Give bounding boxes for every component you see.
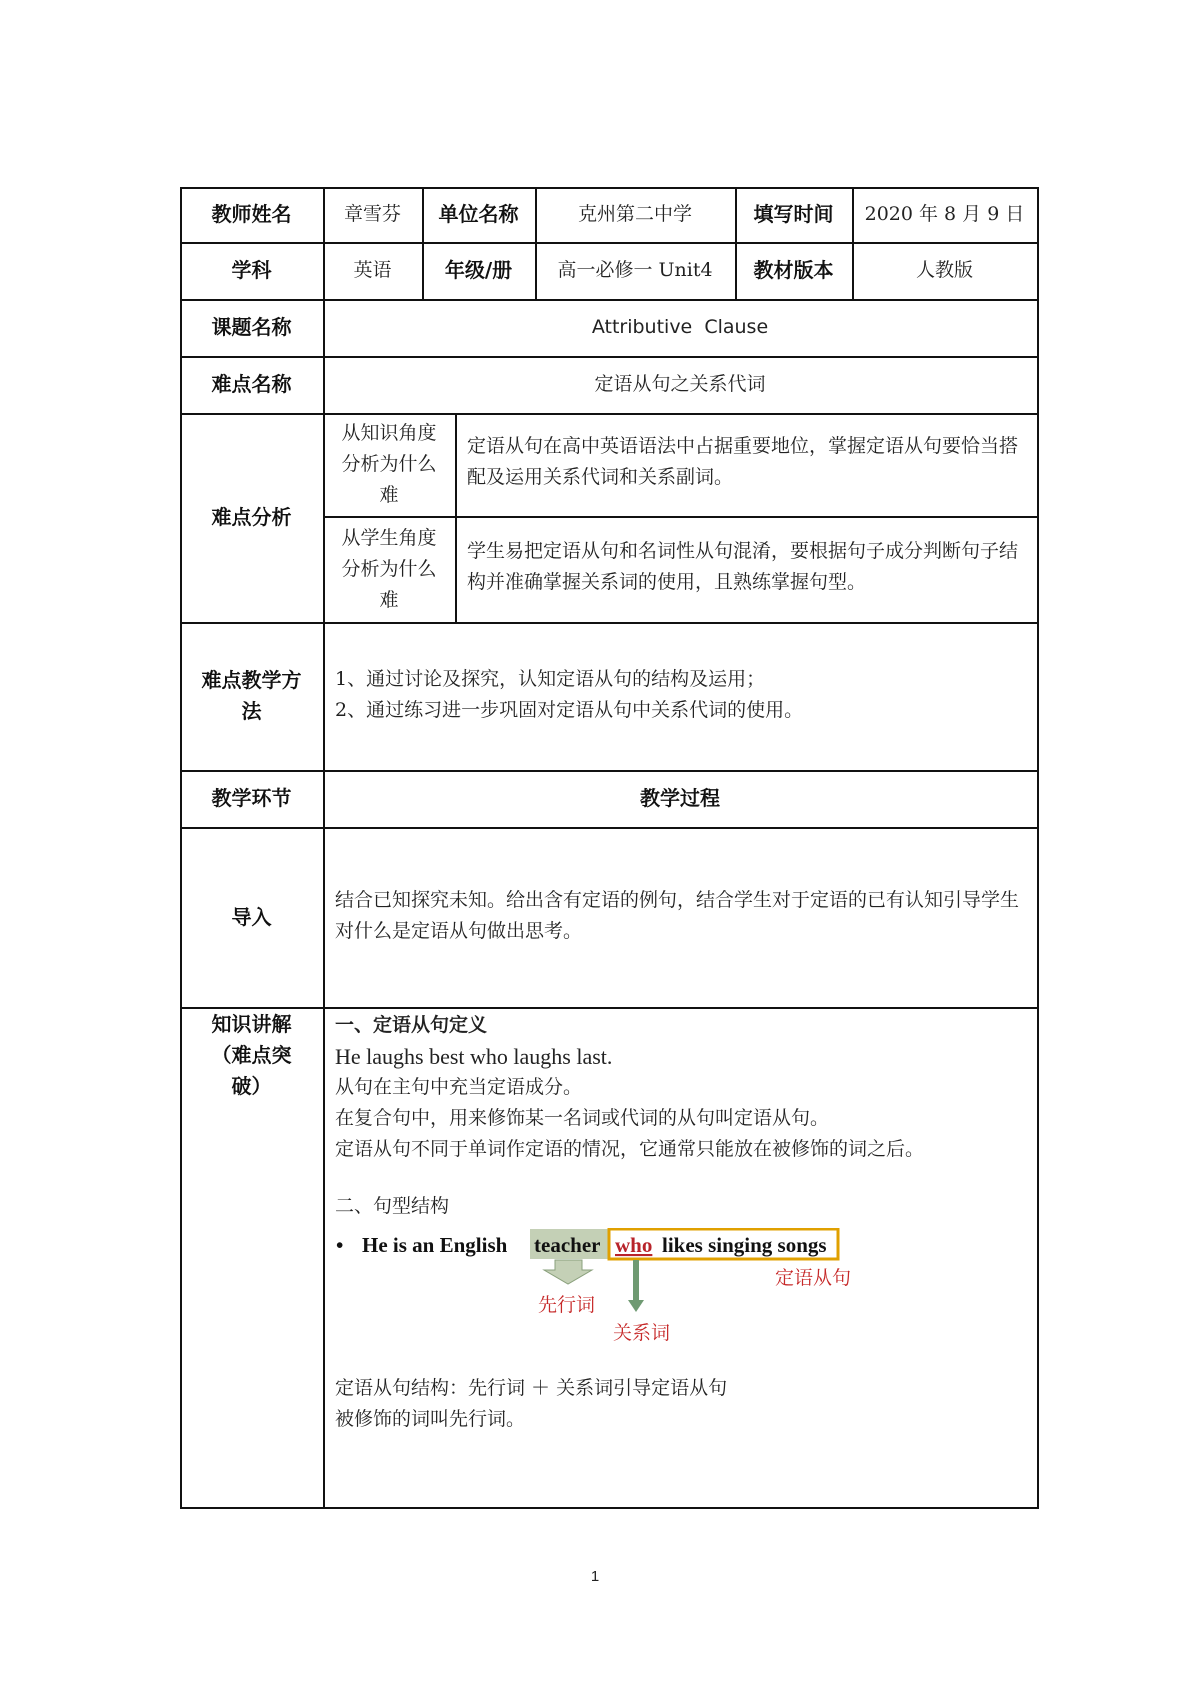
table-border-right (1037, 187, 1039, 1508)
antecedent-label: 先行词 (538, 1294, 596, 1316)
grade-value: 高一必修一 Unit4 (557, 259, 713, 281)
edition-label: 教材版本 (753, 258, 834, 282)
method-label: 难点教学方法 (201, 668, 302, 723)
difficulty-label: 难点名称 (211, 372, 292, 396)
definition-line-2: 在复合句中，用来修饰某一名词或代词的从句叫定语从句。 (335, 1107, 830, 1129)
intro-label: 导入 (231, 904, 272, 929)
clause-label: 定语从句 (775, 1267, 852, 1289)
section-definition-title: 一、定语从句定义 (335, 1014, 488, 1036)
process-header: 教学过程 (640, 786, 720, 810)
fill-date-label: 填写时间 (753, 202, 834, 226)
structure-notes (335, 1373, 1027, 1435)
knowledge-label: 知识讲解（难点突破） (211, 1012, 292, 1098)
difficulty-value: 定语从句之关系代词 (594, 373, 766, 395)
antecedent-arrow (544, 1260, 592, 1284)
fill-date-value: 2020 年 8 月 9 日 (864, 203, 1025, 225)
definition-line-1: 从句在主句中充当定语成分。 (335, 1076, 583, 1098)
analysis-label: 难点分析 (211, 505, 292, 529)
topic-label: 课题名称 (211, 315, 292, 339)
table-border-bottom (180, 1507, 1039, 1509)
intro-text: 结合已知探究未知。给出含有定语的例句，结合学生对于定语的已有认知引导学生对什么是定语从句做出思考。 (335, 889, 1020, 942)
method-content (335, 664, 1025, 726)
edition-value: 人教版 (915, 259, 973, 281)
relative-word: who (615, 1233, 653, 1257)
process-step-label: 教学环节 (211, 786, 292, 810)
sentence-structure-diagram (330, 1228, 890, 1350)
knowledge-content (335, 1010, 1027, 1222)
knowledge-angle-label: 从知识角度分析为什么难 (341, 422, 437, 506)
subject-value: 英语 (353, 259, 392, 281)
relative-label: 关系词 (613, 1322, 671, 1344)
knowledge-angle-text: 定语从句在高中英语语法中占据重要地位，掌握定语从句要恰当搭配及运用关系代词和关系副词。 (467, 434, 1019, 488)
teacher-name-label: 教师姓名 (211, 202, 292, 226)
section-structure-title: 二、句型结构 (335, 1195, 450, 1217)
relative-arrow-head (628, 1300, 644, 1312)
structure-line: 定语从句结构：先行词 ＋ 关系词引导定语从句 (335, 1377, 728, 1399)
subject-label: 学科 (231, 258, 272, 282)
teacher-name-value: 章雪芬 (343, 203, 401, 225)
unit-name-label: 单位名称 (438, 202, 519, 226)
unit-name-value: 克州第二中学 (577, 203, 692, 225)
example-sentence: He laughs best who laughs last. (335, 1044, 613, 1069)
grade-label: 年级/册 (444, 258, 513, 282)
student-angle-label: 从学生角度分析为什么难 (341, 526, 437, 611)
student-angle-text: 学生易把定语从句和名词性从句混淆，要根据句子成分判断句子结构并准确掌握关系词的使用，且熟练掌握句型。 (467, 540, 1019, 593)
sentence-start: He is an English (362, 1233, 508, 1257)
method-item-2: 2、通过练习进一步巩固对定语从句中关系代词的使用。 (335, 699, 804, 721)
page-number: 1 (590, 1568, 600, 1585)
method-item-1: 1、通过讨论及探究，认知定语从句的结构及运用； (335, 668, 766, 690)
definition-line-3: 定语从句不同于单词作定语的情况，它通常只能放在被修饰的词之后。 (335, 1138, 925, 1160)
antecedent-word: teacher (534, 1233, 601, 1257)
bullet: • (336, 1233, 344, 1257)
clause-rest: likes singing songs (662, 1233, 827, 1257)
modified-line: 被修饰的词叫先行词。 (335, 1408, 526, 1430)
topic-value: Attributive Clause (591, 316, 769, 338)
